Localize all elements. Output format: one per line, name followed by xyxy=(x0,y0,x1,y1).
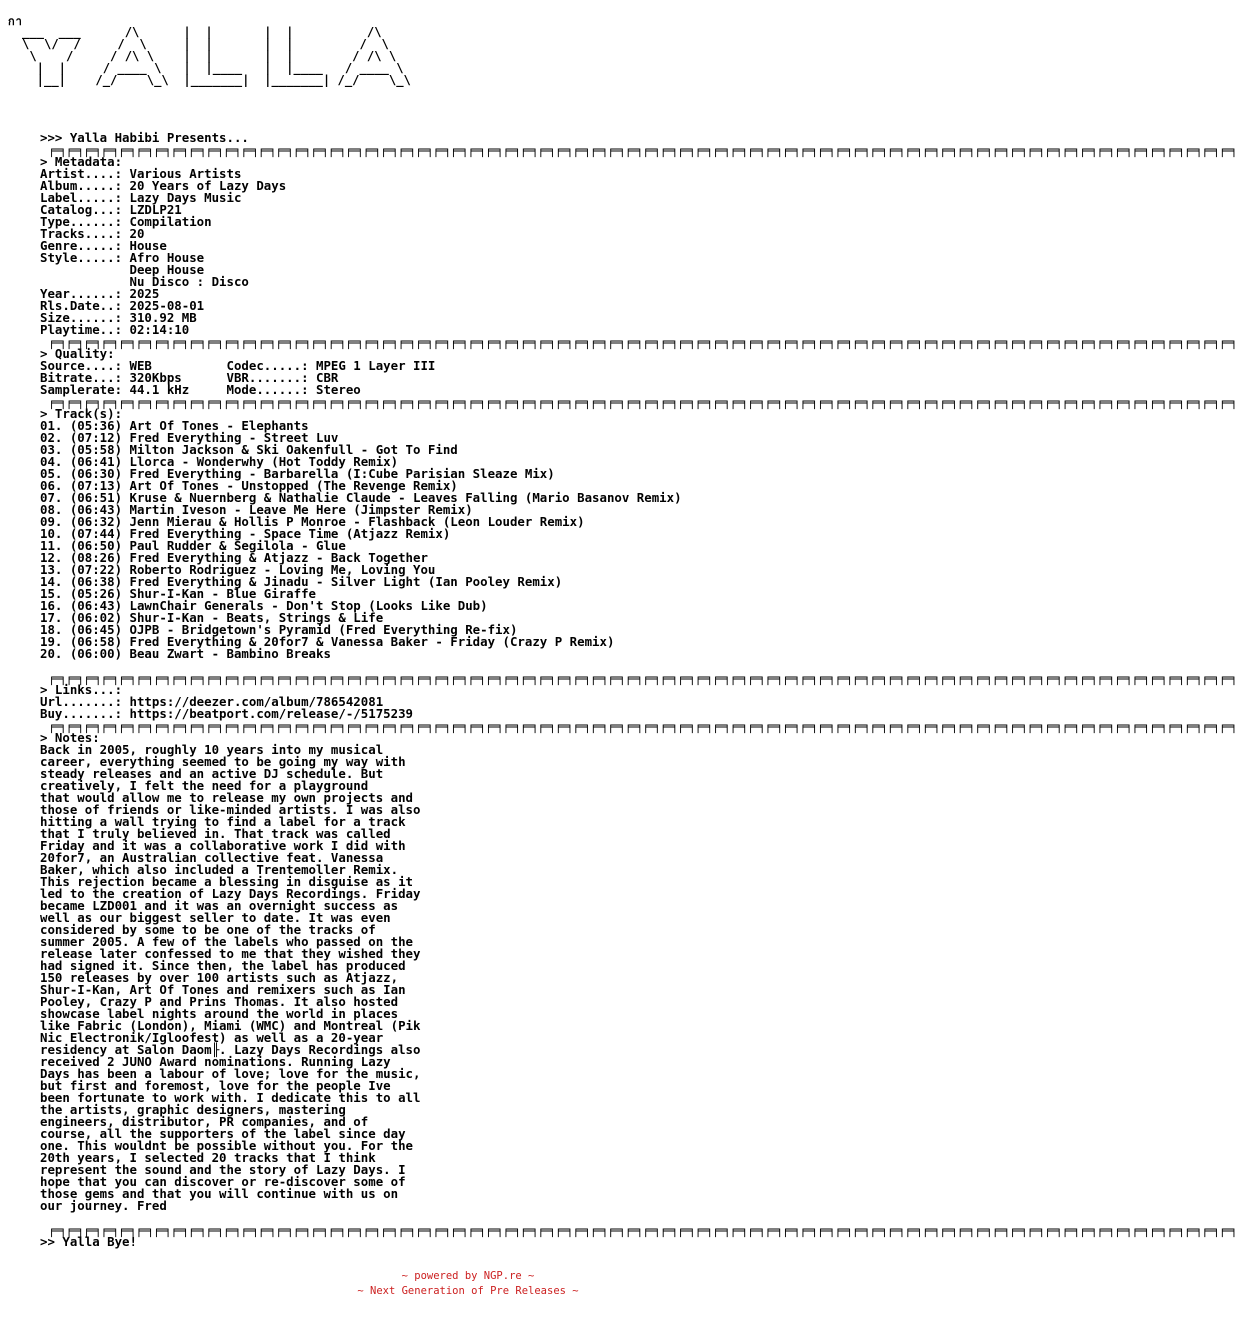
notes-line: summer 2005. A few of the labels who passed on the xyxy=(40,934,413,949)
notes-line: received 2 JUNO Award nominations. Running Lazy xyxy=(40,1054,391,1069)
notes-line: the artists, graphic designers, mastering xyxy=(40,1102,346,1117)
track-line: 12. (08:26) Fred Everything & Atjazz - Back Together xyxy=(40,550,428,565)
notes-block xyxy=(40,744,930,1212)
notes-line: Shur-I-Kan, Art Of Tones and remixers such as Ian xyxy=(40,982,406,997)
notes-line: that would allow me to release my own projects and xyxy=(40,790,413,805)
notes-line: career, everything seemed to be going my way with xyxy=(40,754,406,769)
quality-line: Samplerate: 44.1 kHz Mode......: Stereo xyxy=(40,382,361,397)
divider: ╒═╕╒═╕╒═╕╒═╕╒═╕╒═╕╒═╕╒═╕╒═╕╒═╕╒═╕╒═╕╒═╕╒═╕╒═╕╒═╕╒═╕╒═╕╒═╕╒═╕╒═╕╒═╕╒═╕╒═╕╒═╕╒═╕╒═╕╒═╕╒═╕╒═╕╒═╕╒═╕╒═╕╒═╕╒═╕╒═╕╒═╕╒═╕╒═╕╒═╕╒═╕╒═╕╒═╕╒═╕╒═╕╒═╕╒═╕╒═╕╒═╕╒═╕╒═╕╒═╕╒═╕╒═╕╒═╕╒═╕╒═╕╒═╕╒═╕╒═╕╒═╕╒═╕╒═╕╒═╕╒═╕╒═╕╒═╕╒═╕ xyxy=(48,335,1236,349)
divider: ╒═╕╒═╕╒═╕╒═╕╒═╕╒═╕╒═╕╒═╕╒═╕╒═╕╒═╕╒═╕╒═╕╒═╕╒═╕╒═╕╒═╕╒═╕╒═╕╒═╕╒═╕╒═╕╒═╕╒═╕╒═╕╒═╕╒═╕╒═╕╒═╕╒═╕╒═╕╒═╕╒═╕╒═╕╒═╕╒═╕╒═╕╒═╕╒═╕╒═╕╒═╕╒═╕╒═╕╒═╕╒═╕╒═╕╒═╕╒═╕╒═╕╒═╕╒═╕╒═╕╒═╕╒═╕╒═╕╒═╕╒═╕╒═╕╒═╕╒═╕╒═╕╒═╕╒═╕╒═╕╒═╕╒═╕╒═╕╒═╕ xyxy=(48,1223,1236,1237)
corner-tag: กา xyxy=(8,15,23,28)
divider: ╒═╕╒═╕╒═╕╒═╕╒═╕╒═╕╒═╕╒═╕╒═╕╒═╕╒═╕╒═╕╒═╕╒═╕╒═╕╒═╕╒═╕╒═╕╒═╕╒═╕╒═╕╒═╕╒═╕╒═╕╒═╕╒═╕╒═╕╒═╕╒═╕╒═╕╒═╕╒═╕╒═╕╒═╕╒═╕╒═╕╒═╕╒═╕╒═╕╒═╕╒═╕╒═╕╒═╕╒═╕╒═╕╒═╕╒═╕╒═╕╒═╕╒═╕╒═╕╒═╕╒═╕╒═╕╒═╕╒═╕╒═╕╒═╕╒═╕╒═╕╒═╕╒═╕╒═╕╒═╕╒═╕╒═╕╒═╕╒═╕ xyxy=(48,719,1236,733)
notes-line: been fortunate to work with. I dedicate this to all xyxy=(40,1090,421,1105)
notes-line: led to the creation of Lazy Days Recordings. Friday xyxy=(40,886,421,901)
metadata-line: Catalog...: LZDLP21 xyxy=(40,202,182,217)
footer-tagline: ~ Next Generation of Pre Releases ~ xyxy=(357,1285,579,1297)
section-header-quality: > Quality: xyxy=(40,346,115,361)
track-line: 10. (07:44) Fred Everything - Space Time (Atjazz Remix) xyxy=(40,526,451,541)
metadata-line: Rls.Date..: 2025-08-01 xyxy=(40,298,205,313)
metadata-line: Style.....: Afro House xyxy=(40,250,205,265)
outro-line: >> Yalla Bye! xyxy=(40,1234,137,1249)
link-buy[interactable]: Buy.......: https://beatport.com/release/-/5175239 xyxy=(40,706,413,721)
notes-line: that I truly believed in. That track was called xyxy=(40,826,391,841)
notes-line: hitting a wall trying to find a label for a track xyxy=(40,814,406,829)
notes-line: 20for7, an Australian collective feat. Vanessa xyxy=(40,850,384,865)
notes-line: course, all the supporters of the label since day xyxy=(40,1126,406,1141)
track-line: 07. (06:51) Kruse & Nuernberg & Nathalie Claude - Leaves Falling (Mario Basanov Remix) xyxy=(40,490,682,505)
track-line: 18. (06:45) OJPB - Bridgetown's Pyramid (Fred Everything Re-fix) xyxy=(40,622,518,637)
notes-line: one. This wouldnt be possible without you. For the xyxy=(40,1138,413,1153)
metadata-line: Year......: 2025 xyxy=(40,286,160,301)
notes-line: Nic Electronik/Igloofest) as well as a 20-year xyxy=(40,1030,384,1045)
notes-line: Back in 2005, roughly 10 years into my musical xyxy=(40,742,384,757)
track-line: 09. (06:32) Jenn Mierau & Hollis P Monroe - Flashback (Leon Louder Remix) xyxy=(40,514,585,529)
section-header-links: > Links...: xyxy=(40,682,123,697)
notes-line: This rejection became a blessing in disguise as it xyxy=(40,874,413,889)
notes-line: Baker, which also included a Trentemoller Remix. xyxy=(40,862,399,877)
metadata-line: Genre.....: House xyxy=(40,238,167,253)
intro-line: >>> Yalla Habibi Presents... xyxy=(40,130,249,145)
metadata-line: Artist....: Various Artists xyxy=(40,166,242,181)
track-line: 01. (05:36) Art Of Tones - Elephants xyxy=(40,418,309,433)
track-line: 17. (06:02) Shur-I-Kan - Beats, Strings & Life xyxy=(40,610,384,625)
metadata-line: Album.....: 20 Years of Lazy Days xyxy=(40,178,287,193)
notes-line: had signed it. Since then, the label has produced xyxy=(40,958,406,973)
notes-line: creatively, I felt the need for a playground xyxy=(40,778,369,793)
metadata-line: Playtime..: 02:14:10 xyxy=(40,322,190,337)
notes-line: those of friends or like-minded artists. I was also xyxy=(40,802,421,817)
track-line: 02. (07:12) Fred Everything - Street Luv xyxy=(40,430,339,445)
notes-line: showcase label nights around the world in places xyxy=(40,1006,399,1021)
track-line: 05. (06:30) Fred Everything - Barbarella (I:Cube Parisian Sleaze Mix) xyxy=(40,466,555,481)
track-line: 06. (07:13) Art Of Tones - Unstopped (The Revenge Remix) xyxy=(40,478,458,493)
notes-line: became LZD001 and it was an overnight success as xyxy=(40,898,399,913)
track-line: 20. (06:00) Beau Zwart - Bambino Breaks xyxy=(40,646,331,661)
notes-line: our journey. Fred xyxy=(40,1198,167,1213)
footer-powered-by: ~ powered by NGP.re ~ xyxy=(401,1270,535,1282)
notes-line: Friday and it was a collaborative work I did with xyxy=(40,838,406,853)
divider: ╒═╕╒═╕╒═╕╒═╕╒═╕╒═╕╒═╕╒═╕╒═╕╒═╕╒═╕╒═╕╒═╕╒═╕╒═╕╒═╕╒═╕╒═╕╒═╕╒═╕╒═╕╒═╕╒═╕╒═╕╒═╕╒═╕╒═╕╒═╕╒═╕╒═╕╒═╕╒═╕╒═╕╒═╕╒═╕╒═╕╒═╕╒═╕╒═╕╒═╕╒═╕╒═╕╒═╕╒═╕╒═╕╒═╕╒═╕╒═╕╒═╕╒═╕╒═╕╒═╕╒═╕╒═╕╒═╕╒═╕╒═╕╒═╕╒═╕╒═╕╒═╕╒═╕╒═╕╒═╕╒═╕╒═╕╒═╕╒═╕ xyxy=(48,671,1236,685)
section-header-tracks: > Track(s): xyxy=(40,406,123,421)
divider: ╒═╕╒═╕╒═╕╒═╕╒═╕╒═╕╒═╕╒═╕╒═╕╒═╕╒═╕╒═╕╒═╕╒═╕╒═╕╒═╕╒═╕╒═╕╒═╕╒═╕╒═╕╒═╕╒═╕╒═╕╒═╕╒═╕╒═╕╒═╕╒═╕╒═╕╒═╕╒═╕╒═╕╒═╕╒═╕╒═╕╒═╕╒═╕╒═╕╒═╕╒═╕╒═╕╒═╕╒═╕╒═╕╒═╕╒═╕╒═╕╒═╕╒═╕╒═╕╒═╕╒═╕╒═╕╒═╕╒═╕╒═╕╒═╕╒═╕╒═╕╒═╕╒═╕╒═╕╒═╕╒═╕╒═╕╒═╕╒═╕ xyxy=(48,143,1236,157)
notes-line: well as our biggest seller to date. It was even xyxy=(40,910,391,925)
notes-line: considered by some to be one of the tracks of xyxy=(40,922,376,937)
track-line: 04. (06:41) Llorca - Wonderwhy (Hot Toddy Remix) xyxy=(40,454,399,469)
nfo-content xyxy=(40,130,1236,1249)
notes-line: steady releases and an active DJ schedule. But xyxy=(40,766,384,781)
notes-line: engineers, distributor, PR companies, and of xyxy=(40,1114,369,1129)
quality-line: Bitrate...: 320Kbps VBR.......: CBR xyxy=(40,370,339,385)
notes-line: like Fabric (London), Miami (WMC) and Montreal (Pik xyxy=(40,1018,421,1033)
divider: ╒═╕╒═╕╒═╕╒═╕╒═╕╒═╕╒═╕╒═╕╒═╕╒═╕╒═╕╒═╕╒═╕╒═╕╒═╕╒═╕╒═╕╒═╕╒═╕╒═╕╒═╕╒═╕╒═╕╒═╕╒═╕╒═╕╒═╕╒═╕╒═╕╒═╕╒═╕╒═╕╒═╕╒═╕╒═╕╒═╕╒═╕╒═╕╒═╕╒═╕╒═╕╒═╕╒═╕╒═╕╒═╕╒═╕╒═╕╒═╕╒═╕╒═╕╒═╕╒═╕╒═╕╒═╕╒═╕╒═╕╒═╕╒═╕╒═╕╒═╕╒═╕╒═╕╒═╕╒═╕╒═╕╒═╕╒═╕╒═╕ xyxy=(48,395,1236,409)
metadata-line: Type......: Compilation xyxy=(40,214,212,229)
metadata-line: Nu Disco : Disco xyxy=(40,274,249,289)
quality-line: Source....: WEB Codec.....: MPEG 1 Layer III xyxy=(40,358,436,373)
track-line: 13. (07:22) Roberto Rodriguez - Loving Me, Loving You xyxy=(40,562,436,577)
track-line: 19. (06:58) Fred Everything & 20for7 & Vanessa Baker - Friday (Crazy P Remix) xyxy=(40,634,615,649)
metadata-line: Label.....: Lazy Days Music xyxy=(40,190,242,205)
metadata-block xyxy=(40,168,930,336)
metadata-line: Deep House xyxy=(40,262,205,277)
notes-line: residency at Salon Daom╟. Lazy Days Recordings also xyxy=(40,1042,421,1057)
notes-line: Days has been a labour of love; love for the music, xyxy=(40,1066,421,1081)
metadata-line: Size......: 310.92 MB xyxy=(40,310,197,325)
track-line: 15. (05:26) Shur-I-Kan - Blue Giraffe xyxy=(40,586,317,601)
notes-line: 150 releases by over 100 artists such as Atjazz, xyxy=(40,970,399,985)
link-url[interactable]: Url.......: https://deezer.com/album/786542081 xyxy=(40,694,384,709)
track-line: 03. (05:58) Milton Jackson & Ski Oakenfull - Got To Find xyxy=(40,442,458,457)
track-line: 11. (06:50) Paul Rudder & Segilola - Glue xyxy=(40,538,346,553)
section-header-metadata: > Metadata: xyxy=(40,154,123,169)
track-line: 14. (06:38) Fred Everything & Jinadu - Silver Light (Ian Pooley Remix) xyxy=(40,574,563,589)
track-line: 08. (06:43) Martin Iveson - Leave Me Here (Jimpster Remix) xyxy=(40,502,473,517)
notes-line: but first and foremost, love for the people Ive xyxy=(40,1078,391,1093)
notes-line: release later confessed to me that they wished they xyxy=(40,946,421,961)
track-line: 16. (06:43) LawnChair Generals - Don't Stop (Looks Like Dub) xyxy=(40,598,488,613)
notes-line: hope that you can discover or re-discover some of xyxy=(40,1174,406,1189)
notes-line: those gems and that you will continue with us on xyxy=(40,1186,399,1201)
metadata-line: Tracks....: 20 xyxy=(40,226,145,241)
section-header-notes: > Notes: xyxy=(40,730,100,745)
yalla-ascii-logo: ___ ___ /\ | | | | /\ \ \/ / / \ | | | | / \ \ / / /\ \ | | | | / /\ \ | | / ____ \ | |____ | |____ / ____ \ |__| /_/ \_\ |_______| |_______| /_/ \_\ xyxy=(22,25,411,87)
notes-line: represent the sound and the story of Lazy Days. I xyxy=(40,1162,406,1177)
notes-line: 20th years, I selected 20 tracks that I think xyxy=(40,1150,376,1165)
notes-line: Pooley, Crazy P and Prins Thomas. It also hosted xyxy=(40,994,399,1009)
